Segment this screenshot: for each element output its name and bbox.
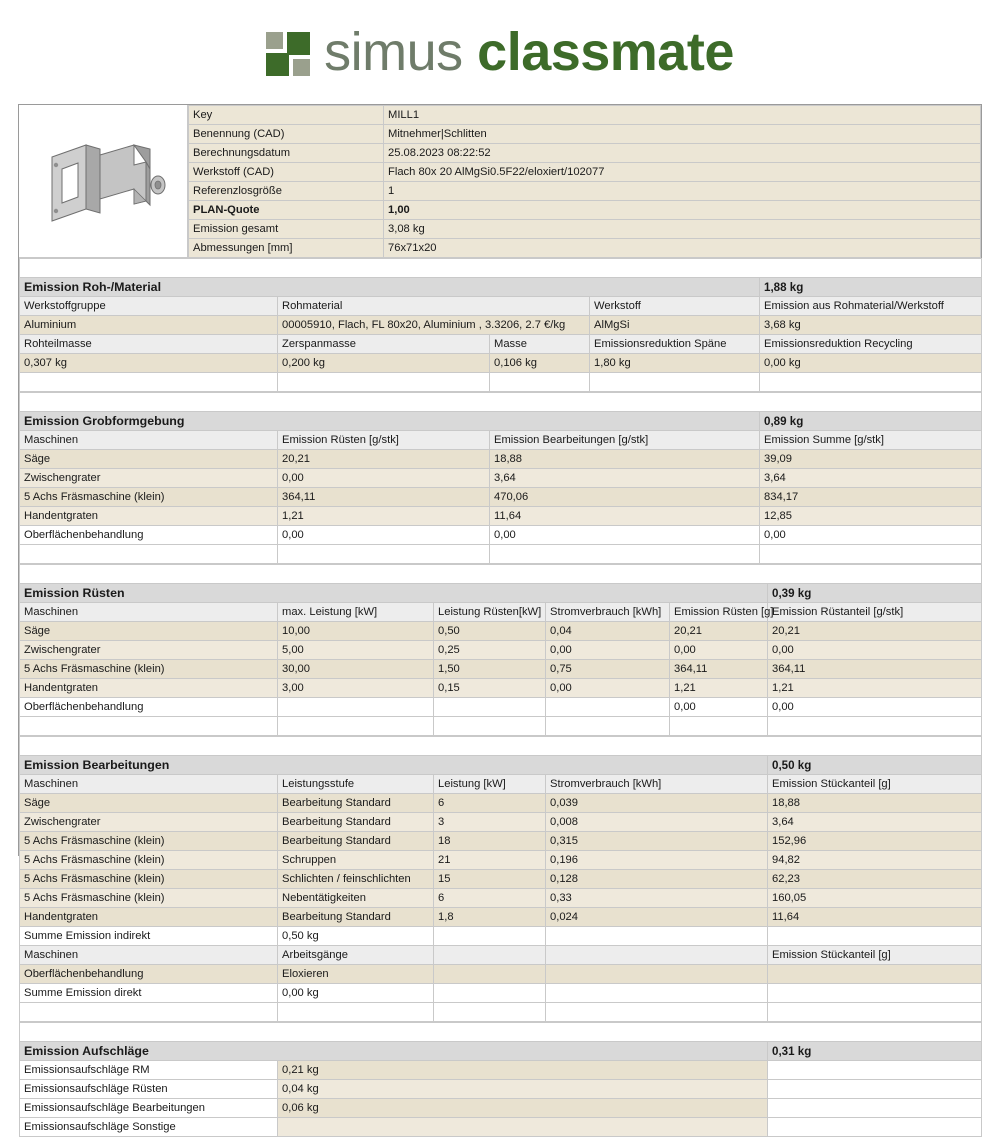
table-row <box>20 507 982 526</box>
cell: 0,50 kg <box>278 927 434 946</box>
cell <box>768 1099 982 1118</box>
cell: Emissionsaufschläge Rüsten <box>20 1080 278 1099</box>
table-row <box>20 450 982 469</box>
cell: 364,11 <box>768 660 982 679</box>
table-header-row <box>20 431 982 450</box>
cad-part-image <box>38 135 168 227</box>
cell: 0,008 <box>546 813 768 832</box>
cell: 20,21 <box>768 622 982 641</box>
cell: 0,21 kg <box>278 1061 768 1080</box>
cell: 18,88 <box>768 794 982 813</box>
cell: 0,039 <box>546 794 768 813</box>
section-title: Emission Rüsten <box>20 584 768 603</box>
brand-name-light: simus <box>324 22 478 82</box>
table-row <box>20 794 982 813</box>
cell: Emissionsaufschläge Bearbeitungen <box>20 1099 278 1118</box>
table-row <box>189 201 981 220</box>
cell: Oberflächenbehandlung <box>20 698 278 717</box>
cell: 18,88 <box>490 450 760 469</box>
column-header: Maschinen <box>20 603 278 622</box>
section-grobformgebung <box>19 392 982 564</box>
table-row <box>20 908 982 927</box>
cell: 0,00 <box>546 679 670 698</box>
column-header: Emission Summe [g/stk] <box>760 431 982 450</box>
column-header: Emissionsreduktion Späne <box>590 335 760 354</box>
column-header: Maschinen <box>20 431 278 450</box>
table-row <box>20 679 982 698</box>
cell: 6 <box>434 889 546 908</box>
cell: 20,21 <box>670 622 768 641</box>
cell: 0,04 kg <box>278 1080 768 1099</box>
cell: 0,00 <box>768 641 982 660</box>
cell: 0,128 <box>546 870 768 889</box>
cell: Handentgraten <box>20 507 278 526</box>
cell <box>768 1061 982 1080</box>
cell: Handentgraten <box>20 908 278 927</box>
cell <box>490 373 590 392</box>
cell: Säge <box>20 450 278 469</box>
info-label: PLAN-Quote <box>189 201 384 220</box>
table-row <box>20 469 982 488</box>
table-row <box>20 984 982 1003</box>
section-title: Emission Aufschläge <box>20 1042 768 1061</box>
table-row <box>20 851 982 870</box>
info-value: 1 <box>384 182 981 201</box>
cell: 0,315 <box>546 832 768 851</box>
column-header: Stromverbrauch [kWh] <box>546 603 670 622</box>
cell: 0,00 kg <box>278 984 434 1003</box>
cell: 6 <box>434 794 546 813</box>
section-title-row <box>20 584 982 603</box>
info-label: Abmessungen [mm] <box>189 239 384 258</box>
cell: 0,33 <box>546 889 768 908</box>
table-row <box>20 316 982 335</box>
cell: 834,17 <box>760 488 982 507</box>
cell: 0,50 <box>434 622 546 641</box>
table-row <box>20 1118 982 1137</box>
cell: 3,00 <box>278 679 434 698</box>
cell: 152,96 <box>768 832 982 851</box>
column-header: Maschinen <box>20 775 278 794</box>
cell: 0,25 <box>434 641 546 660</box>
cell: 470,06 <box>490 488 760 507</box>
table-row <box>189 106 981 125</box>
info-label: Werkstoff (CAD) <box>189 163 384 182</box>
cell: 30,00 <box>278 660 434 679</box>
cell: 0,00 <box>278 526 490 545</box>
column-header: Rohteilmasse <box>20 335 278 354</box>
table-row <box>20 545 982 564</box>
column-header: Leistung [kW] <box>434 775 546 794</box>
cell <box>546 965 768 984</box>
cell: 62,23 <box>768 870 982 889</box>
cell: 12,85 <box>760 507 982 526</box>
cell: Zwischengrater <box>20 469 278 488</box>
column-header: Werkstoffgruppe <box>20 297 278 316</box>
cell: 00005910, Flach, FL 80x20, Aluminium , 3.3206, 2.7 €/kg <box>278 316 590 335</box>
cell: 1,80 kg <box>590 354 760 373</box>
cell: Säge <box>20 794 278 813</box>
cell <box>434 965 546 984</box>
cell <box>768 1118 982 1137</box>
info-value: 76x71x20 <box>384 239 981 258</box>
table-header-row <box>20 603 982 622</box>
cell: Handentgraten <box>20 679 278 698</box>
brand-name-bold: classmate <box>477 22 734 82</box>
info-label: Key <box>189 106 384 125</box>
column-header: Leistung Rüsten[kW] <box>434 603 546 622</box>
column-header: Emission Stückanteil [g] <box>768 946 982 965</box>
cell: 0,00 <box>546 641 670 660</box>
cell: 0,00 <box>760 526 982 545</box>
info-label: Berechnungsdatum <box>189 144 384 163</box>
cell: Summe Emission direkt <box>20 984 278 1003</box>
cell: Nebentätigkeiten <box>278 889 434 908</box>
cell: 0,04 <box>546 622 670 641</box>
cell <box>546 698 670 717</box>
cell: 21 <box>434 851 546 870</box>
cell <box>546 927 768 946</box>
cell: 3,68 kg <box>760 316 982 335</box>
cell: Bearbeitung Standard <box>278 832 434 851</box>
cell: 39,09 <box>760 450 982 469</box>
section-title: Emission Bearbeitungen <box>20 756 768 775</box>
column-header <box>546 946 768 965</box>
column-header: Emission Rüsten [g/stk] <box>278 431 490 450</box>
info-value: Flach 80x 20 AlMgSi0.5F22/eloxiert/102077 <box>384 163 981 182</box>
cell: Zwischengrater <box>20 813 278 832</box>
cell: 5,00 <box>278 641 434 660</box>
simus-logo-squares-icon <box>266 32 310 76</box>
column-header: Arbeitsgänge <box>278 946 434 965</box>
cell <box>20 1003 278 1022</box>
section-total: 1,88 kg <box>760 278 982 297</box>
section-total: 0,89 kg <box>760 412 982 431</box>
cell <box>278 717 434 736</box>
table-row <box>20 698 982 717</box>
cell: 0,196 <box>546 851 768 870</box>
section-title: Emission Grobformgebung <box>20 412 760 431</box>
cell: 5 Achs Fräsmaschine (klein) <box>20 488 278 507</box>
column-header <box>434 946 546 965</box>
cell: Bearbeitung Standard <box>278 794 434 813</box>
cell: 5 Achs Fräsmaschine (klein) <box>20 851 278 870</box>
cell <box>490 545 760 564</box>
cell: 10,00 <box>278 622 434 641</box>
cell: Bearbeitung Standard <box>278 908 434 927</box>
section-bearbeitungen <box>19 736 982 1022</box>
cell: 3,64 <box>490 469 760 488</box>
cell: 11,64 <box>768 908 982 927</box>
cell <box>760 373 982 392</box>
section-ruesten <box>19 564 982 736</box>
section-title-row <box>20 756 982 775</box>
part-info-table <box>188 105 981 258</box>
cell: Zwischengrater <box>20 641 278 660</box>
section-title-row <box>20 412 982 431</box>
cell <box>546 717 670 736</box>
cell <box>768 717 982 736</box>
cell: 11,64 <box>490 507 760 526</box>
cell: 0,00 <box>490 526 760 545</box>
cell <box>434 1003 546 1022</box>
column-header: Emission aus Rohmaterial/Werkstoff <box>760 297 982 316</box>
cell: 5 Achs Fräsmaschine (klein) <box>20 832 278 851</box>
cell <box>278 1003 434 1022</box>
cell <box>768 1003 982 1022</box>
info-value: MILL1 <box>384 106 981 125</box>
info-label: Referenzlosgröße <box>189 182 384 201</box>
table-row <box>189 144 981 163</box>
cell <box>768 1080 982 1099</box>
cell <box>768 927 982 946</box>
column-header: Maschinen <box>20 946 278 965</box>
cell: 0,00 kg <box>760 354 982 373</box>
cell: Säge <box>20 622 278 641</box>
table-row <box>20 965 982 984</box>
cell <box>546 1003 768 1022</box>
cell: 364,11 <box>278 488 490 507</box>
cell <box>546 984 768 1003</box>
info-value: 3,08 kg <box>384 220 981 239</box>
cell: 0,024 <box>546 908 768 927</box>
table-row <box>20 622 982 641</box>
column-header: Emission Rüstanteil [g/stk] <box>768 603 982 622</box>
column-header: Leistungsstufe <box>278 775 434 794</box>
cell: 1,21 <box>278 507 490 526</box>
table-row <box>189 163 981 182</box>
cell: 5 Achs Fräsmaschine (klein) <box>20 660 278 679</box>
section-title-row <box>20 278 982 297</box>
cell: Oberflächenbehandlung <box>20 965 278 984</box>
cell: Schruppen <box>278 851 434 870</box>
cell <box>20 717 278 736</box>
cell <box>278 545 490 564</box>
brand-header <box>0 0 1000 104</box>
cell: 20,21 <box>278 450 490 469</box>
cell: 1,21 <box>768 679 982 698</box>
cell <box>278 1118 768 1137</box>
table-row <box>20 1061 982 1080</box>
table-row <box>20 832 982 851</box>
info-value: Mitnehmer|Schlitten <box>384 125 981 144</box>
part-info-block <box>19 105 981 258</box>
table-row <box>189 125 981 144</box>
cell: Oberflächenbehandlung <box>20 526 278 545</box>
table-row <box>20 526 982 545</box>
info-label: Benennung (CAD) <box>189 125 384 144</box>
table-row <box>20 1099 982 1118</box>
info-value: 1,00 <box>384 201 981 220</box>
table-row <box>20 927 982 946</box>
cell: 0,75 <box>546 660 670 679</box>
cell <box>434 984 546 1003</box>
section-total: 0,39 kg <box>768 584 982 603</box>
cell: 0,00 <box>278 469 490 488</box>
column-header: Emission Stückanteil [g] <box>768 775 982 794</box>
cell <box>590 373 760 392</box>
cell: 0,106 kg <box>490 354 590 373</box>
table-header-row <box>20 946 982 965</box>
table-row <box>20 1003 982 1022</box>
cell: 364,11 <box>670 660 768 679</box>
cell: Bearbeitung Standard <box>278 813 434 832</box>
cell <box>434 927 546 946</box>
column-header: Emissionsreduktion Recycling <box>760 335 982 354</box>
cell: Eloxieren <box>278 965 434 984</box>
cell: 18 <box>434 832 546 851</box>
cell <box>434 698 546 717</box>
section-title: Emission Roh-/Material <box>20 278 760 297</box>
cell: 1,21 <box>670 679 768 698</box>
cell: 0,307 kg <box>20 354 278 373</box>
cell: 94,82 <box>768 851 982 870</box>
cell: 5 Achs Fräsmaschine (klein) <box>20 870 278 889</box>
table-row <box>189 182 981 201</box>
table-row <box>20 354 982 373</box>
cell: 0,00 <box>768 698 982 717</box>
cell: Summe Emission indirekt <box>20 927 278 946</box>
table-row <box>20 717 982 736</box>
section-aufschlaege <box>19 1022 982 1137</box>
cell: 0,00 <box>670 698 768 717</box>
column-header: Emission Bearbeitungen [g/stk] <box>490 431 760 450</box>
table-header-row <box>20 297 982 316</box>
cell <box>768 984 982 1003</box>
section-title-row <box>20 1042 982 1061</box>
column-header: Masse <box>490 335 590 354</box>
table-row <box>20 660 982 679</box>
table-header-row <box>20 335 982 354</box>
cell: 1,8 <box>434 908 546 927</box>
table-row <box>20 870 982 889</box>
table-row <box>189 239 981 258</box>
column-header: max. Leistung [kW] <box>278 603 434 622</box>
info-label: Emission gesamt <box>189 220 384 239</box>
cell <box>278 698 434 717</box>
cell <box>768 965 982 984</box>
table-row <box>189 220 981 239</box>
cell <box>278 373 490 392</box>
column-header: Emission Rüsten [g] <box>670 603 768 622</box>
column-header: Werkstoff <box>590 297 760 316</box>
cell: 0,200 kg <box>278 354 490 373</box>
cell: 15 <box>434 870 546 889</box>
table-header-row <box>20 775 982 794</box>
section-total: 0,31 kg <box>768 1042 982 1061</box>
column-header: Zerspanmasse <box>278 335 490 354</box>
table-row <box>20 373 982 392</box>
cell: 3,64 <box>760 469 982 488</box>
table-row <box>20 1080 982 1099</box>
table-row <box>20 488 982 507</box>
cell: 3 <box>434 813 546 832</box>
report-sheet <box>18 104 982 1133</box>
table-row <box>20 641 982 660</box>
cell <box>670 717 768 736</box>
cell: Emissionsaufschläge Sonstige <box>20 1118 278 1137</box>
cell <box>20 545 278 564</box>
column-header: Rohmaterial <box>278 297 590 316</box>
cell: 3,64 <box>768 813 982 832</box>
cell: Emissionsaufschläge RM <box>20 1061 278 1080</box>
cell: Aluminium <box>20 316 278 335</box>
table-row <box>20 813 982 832</box>
cad-thumbnail <box>19 105 188 258</box>
cell: 5 Achs Fräsmaschine (klein) <box>20 889 278 908</box>
column-header: Stromverbrauch [kWh] <box>546 775 768 794</box>
cell: 1,50 <box>434 660 546 679</box>
cell: 160,05 <box>768 889 982 908</box>
section-roh-material <box>19 258 982 392</box>
cell <box>434 717 546 736</box>
info-value: 25.08.2023 08:22:52 <box>384 144 981 163</box>
cell <box>20 373 278 392</box>
cell: AlMgSi <box>590 316 760 335</box>
cell <box>760 545 982 564</box>
section-total: 0,50 kg <box>768 756 982 775</box>
table-row <box>20 889 982 908</box>
brand-wordmark <box>324 21 734 83</box>
cell: 0,00 <box>670 641 768 660</box>
cell: 0,06 kg <box>278 1099 768 1118</box>
cell: 0,15 <box>434 679 546 698</box>
cell: Schlichten / feinschlichten <box>278 870 434 889</box>
